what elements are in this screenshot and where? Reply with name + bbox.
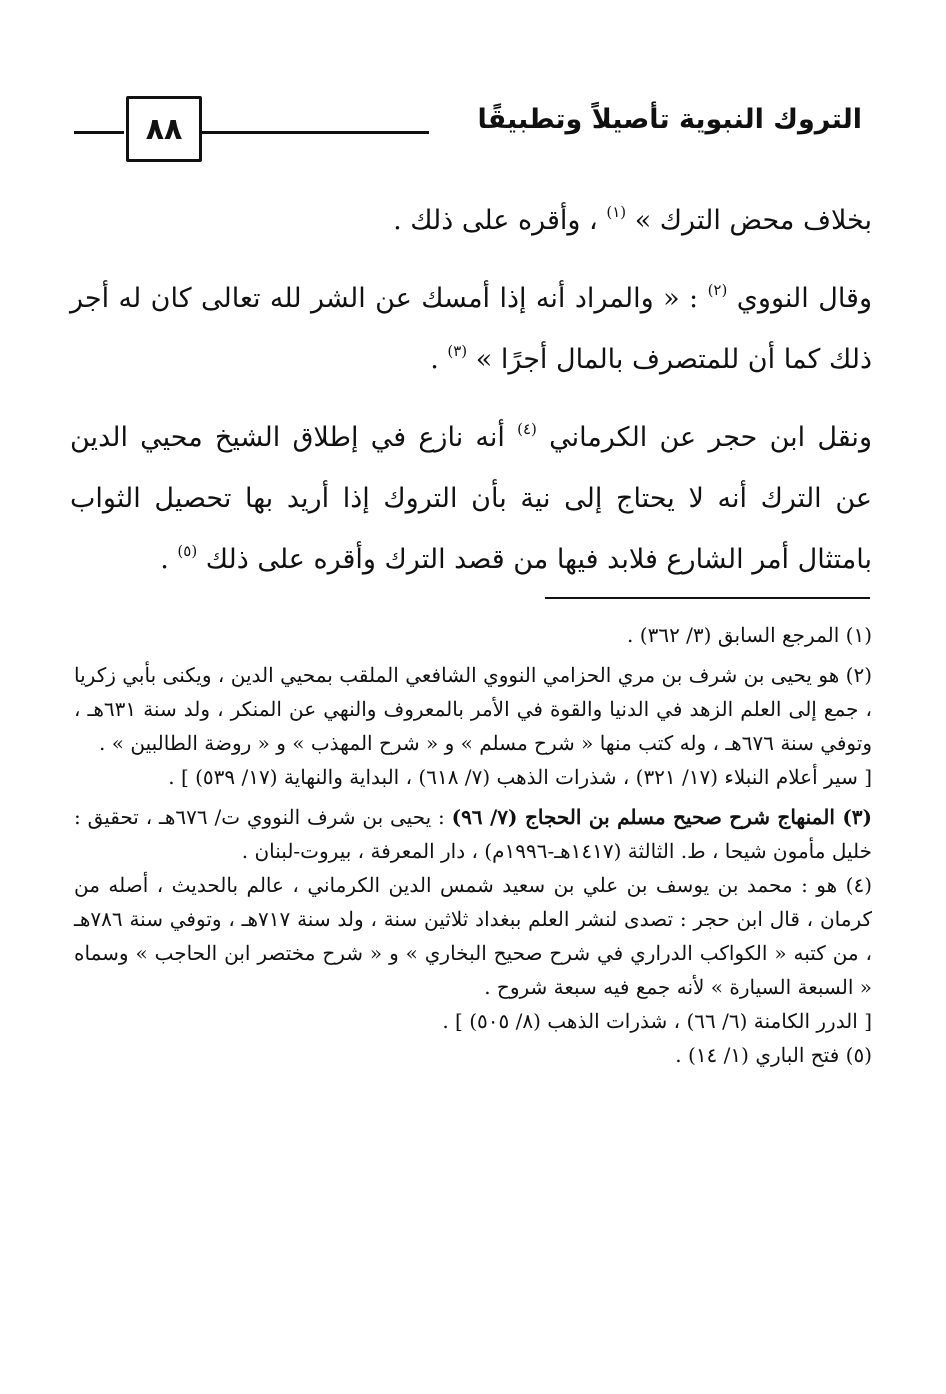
- p3-text-c: .: [160, 544, 178, 575]
- paragraph-1: [70, 190, 872, 251]
- footnote-ref-2: (٢): [707, 281, 728, 299]
- page-number: ٨٨: [145, 111, 183, 147]
- p2-text-c: .: [430, 344, 448, 375]
- footnote-4-sources: [ الدرر الكامنة (٦/ ٦٦) ، شذرات الذهب (٨/ ٥٠٥) ] .: [442, 1009, 872, 1033]
- footnote-ref-1: (١): [606, 203, 627, 221]
- footnote-5: (٥) فتح الباري (١/ ١٤) .: [675, 1043, 872, 1067]
- p3-text-a: ونقل ابن حجر عن الكرماني: [536, 422, 872, 453]
- header-rule: [199, 131, 429, 134]
- book-title: التروك النبوية تأصيلاً وتطبيقًا: [477, 104, 862, 135]
- p2-text-a: وقال النووي: [727, 283, 872, 314]
- footnote-3-title: (٣) المنهاج شرح صحيح مسلم بن الحجاج (٧/ ٩٦): [451, 805, 873, 829]
- p2-text-b: : « والمراد أنه إذا أمسك عن الشر لله تعالى كان له أجر ذلك كما أن للمتصرف بالمال أجرًا »: [70, 283, 872, 375]
- footnote-1: (١) المرجع السابق (٣/ ٣٦٢) .: [627, 623, 872, 647]
- p1-tail: ، وأقره على ذلك .: [393, 205, 607, 236]
- footnote-4: (٤) هو : محمد بن يوسف بن علي بن سعيد شمس الدين الكرماني ، عالم بالحديث ، أصله من كرمان ، قال ابن حجر : تصدى لنشر العلم ببغداد ثلاثين سنة ، ولد سنة ٧١٧هـ ، وتوفي سنة ٧٨٦هـ ، من كتبه « الكواكب الدراري في شرح صحيح البخاري » و « شرح مختصر ابن الحاجب » وسماه « السبعة السيارة » لأنه جمع فيه سبعة شروح .: [74, 873, 872, 999]
- footnotes: [74, 618, 872, 1072]
- paragraph-2: [70, 268, 872, 390]
- footnote-2-sources: [ سير أعلام النبلاء (١٧/ ٣٢١) ، شذرات الذهب (٧/ ٦١٨) ، البداية والنهاية (١٧/ ٥٣٩) ] .: [168, 765, 872, 789]
- footnote-3: [74, 800, 872, 868]
- header-rule-left: [74, 131, 124, 134]
- footnote-ref-5: (٥): [177, 542, 198, 560]
- page-header: [74, 96, 862, 166]
- footnote-separator: [545, 597, 870, 599]
- footnote-ref-3: (٣): [447, 342, 468, 360]
- p1-text: بخلاف محض الترك »: [626, 205, 872, 236]
- footnote-2: (٢) هو يحيى بن شرف بن مري الحزامي النووي الشافعي الملقب بمحيي الدين ، ويكنى بأبي زكريا ، جمع إلى العلم الزهد في الدنيا والقوة في الأمر بالمعروف والنهي عن المنكر ، ولد سنة ٦٣١هـ ، وتوفي سنة ٦٧٦هـ ، وله كتب منها « شرح مسلم » و « شرح المهذب » و « روضة الطالبين » .: [74, 663, 873, 755]
- page-number-box: [126, 96, 202, 162]
- footnote-ref-4: (٤): [517, 420, 537, 438]
- p3-text-b: أنه نازع في إطلاق الشيخ محيي الدين عن الترك أنه لا يحتاج إلى نية بأن التروك إذا أريد بها تحصيل الثواب بامتثال أمر الشارع فلابد فيها من قصد الترك وأقره على ذلك: [70, 422, 872, 575]
- main-text: [70, 190, 872, 590]
- footnote-3-details: : يحيى بن شرف النووي ت/ ٦٧٦هـ ، تحقيق : خليل مأمون شيحا ، ط. الثالثة (١٤١٧هـ-١٩٩٦م) ، دار المعرفة ، بيروت-لبنان .: [74, 805, 872, 863]
- paragraph-3: [70, 407, 872, 590]
